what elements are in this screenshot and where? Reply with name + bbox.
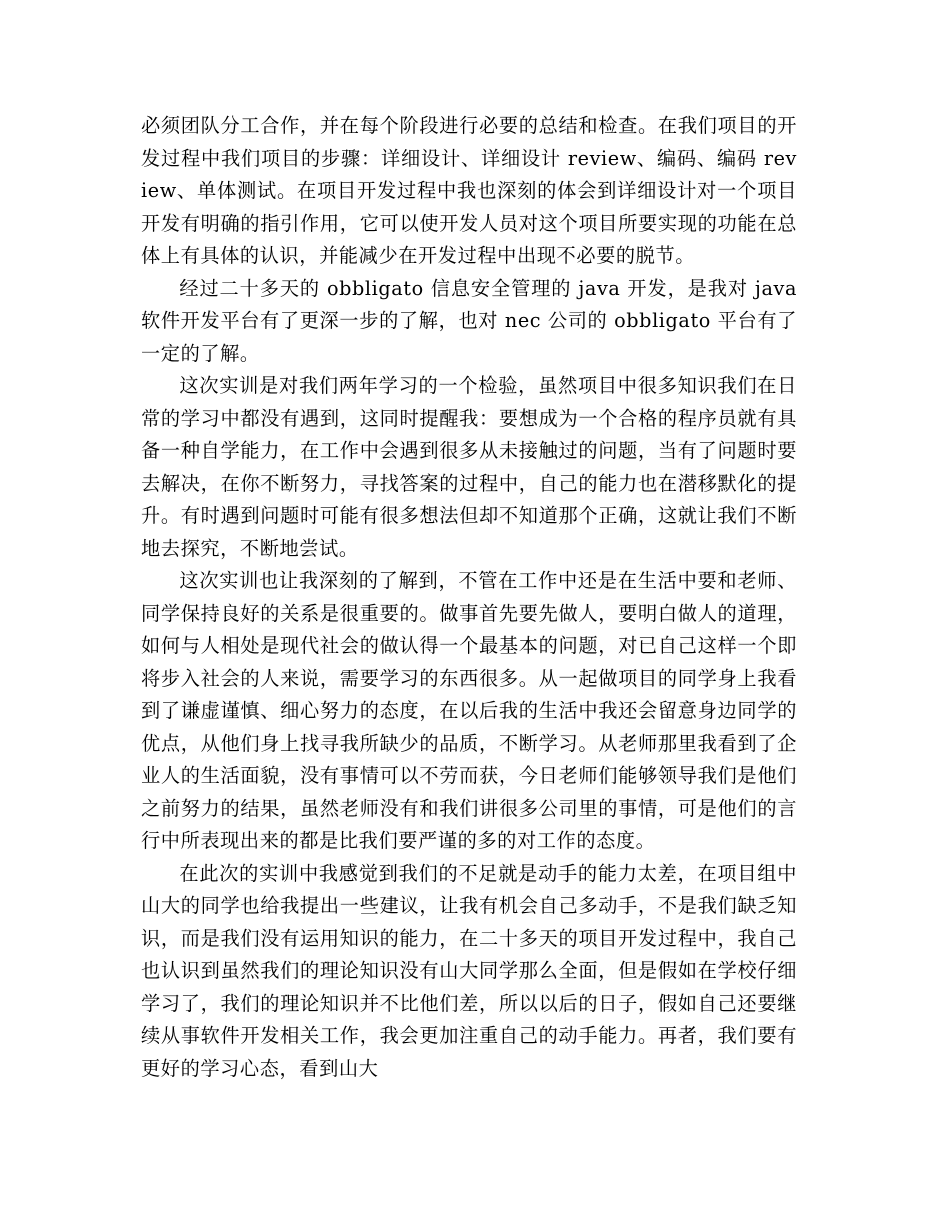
paragraph-4: 这次实训也让我深刻的了解到，不管在工作中还是在生活中要和老师、同学保持良好的关系是很重要的。做事首先要先做人，要明白做人的道理，如何与人相处是现代社会的做认得一个最基本的问题，对已自己这样一个即将步入社会的人来说，需要学习的东西很多。从一起做项目的同学身上我看到了谦虚谨慎、细心努力的态度，在以后我的生活中我还会留意身边同学的优点，从他们身上找寻我所缺少的品质，不断学习。从老师那里我看到了企业人的生活面貌，没有事情可以不劳而获，今日老师们能够领导我们是他们之前努力的结果，虽然老师没有和我们讲很多公司里的事情，可是他们的言行中所表现出来的都是比我们要严谨的多的对工作的态度。 — [141, 569, 797, 852]
paragraph-1: 必须团队分工合作，并在每个阶段进行必要的总结和检查。在我们项目的开发过程中我们项目的步骤：详细设计、详细设计 review、编码、编码 review、单体测试。在项目开发过程中我也深刻的体会到详细设计对一个项目开发有明确的指引作用，它可以使开发人员对这个项目所要实现的功能在总体上有具体的认识，并能减少在开发过程中出现不必要的脱节。 — [141, 114, 797, 267]
document-body — [141, 110, 797, 1085]
paragraph-3: 这次实训是对我们两年学习的一个检验，虽然项目中很多知识我们在日常的学习中都没有遇到，这同时提醒我：要想成为一个合格的程序员就有具备一种自学能力，在工作中会遇到很多从未接触过的问题，当有了问题时要去解决，在你不断努力，寻找答案的过程中，自己的能力也在潜移默化的提升。有时遇到问题时可能有很多想法但却不知道那个正确，这就让我们不断地去探究，不断地尝试。 — [141, 374, 797, 560]
paragraph-5: 在此次的实训中我感觉到我们的不足就是动手的能力太差，在项目组中山大的同学也给我提出一些建议，让我有机会自己多动手，不是我们缺乏知识，而是我们没有运用知识的能力，在二十多天的项目开发过程中，我自己也认识到虽然我们的理论知识没有山大同学那么全面，但是假如在学校仔细学习了，我们的理论知识并不比他们差，所以以后的日子，假如自己还要继续从事软件开发相关工作，我会更加注重自己的动手能力。再者，我们要有更好的学习心态，看到山大 — [141, 861, 797, 1080]
paragraph-2: 经过二十多天的 obbligato 信息安全管理的 java 开发，是我对 java 软件开发平台有了更深一步的了解，也对 nec 公司的 obbligato 平台有了一定的了解。 — [141, 276, 797, 365]
